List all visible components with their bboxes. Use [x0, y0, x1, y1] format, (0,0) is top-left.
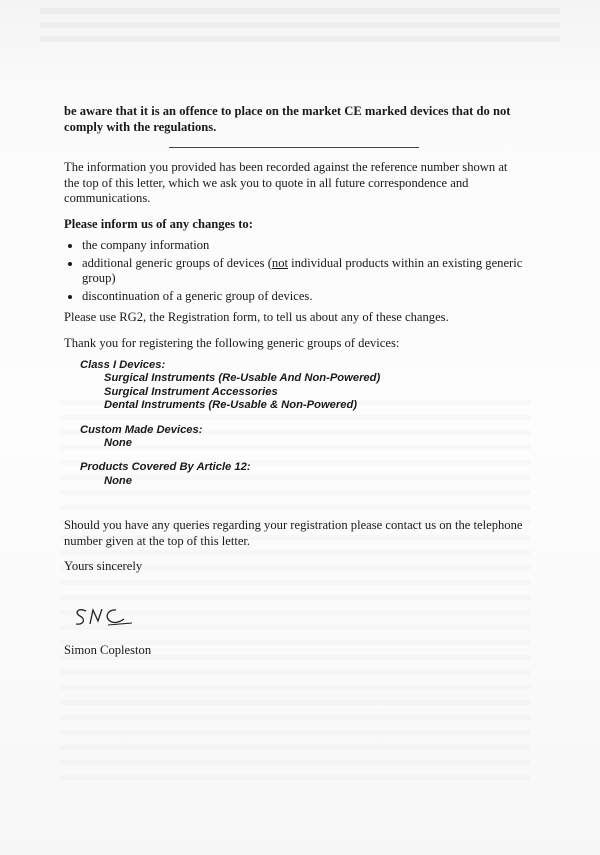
list-item: • the company information	[82, 238, 524, 254]
signature	[64, 597, 524, 633]
rg2-paragraph: Please use RG2, the Registration form, to tell us about any of these changes.	[64, 310, 449, 324]
warning-text: be aware that it is an offence to place on the market CE marked devices that do not comply with the regulations.	[64, 104, 511, 134]
device-group-article12	[80, 461, 524, 488]
group-title: Products Covered By Article 12:	[80, 461, 251, 474]
list-item: • discontinuation of a generic group of devices.	[82, 289, 524, 305]
queries-paragraph: Should you have any queries regarding your registration please contact us on the telephone number given at the top of this letter.	[64, 518, 523, 548]
device-item: Surgical Instruments (Re-Usable And Non-Powered)	[104, 372, 381, 385]
device-item: None	[104, 474, 132, 487]
group-title: Custom Made Devices:	[80, 423, 203, 436]
device-item: Surgical Instrument Accessories	[104, 385, 278, 398]
thanks-paragraph: Thank you for registering the following generic groups of devices:	[64, 335, 400, 350]
letter-body	[64, 104, 524, 658]
underlined-word: not	[271, 255, 288, 270]
device-group-class1	[80, 359, 524, 413]
changes-heading: Please inform us of any changes to:	[64, 216, 253, 231]
divider-line	[169, 147, 419, 148]
device-groups	[80, 359, 524, 488]
info-paragraph: The information you provided has been recorded against the reference number shown at the top of this letter, which we ask you to quote in all future correspondence and communications.	[64, 160, 508, 205]
signatory-name: Simon Copleston	[64, 642, 152, 657]
device-group-custom	[80, 424, 524, 451]
device-item: None	[104, 437, 132, 450]
show-through-texture	[40, 8, 560, 48]
list-item: • additional generic groups of devices (not individual products within an existing generic group)	[82, 256, 524, 287]
changes-list	[64, 238, 524, 304]
device-item: Dental Instruments (Re-Usable & Non-Powered)	[104, 399, 357, 412]
group-title: Class I Devices:	[80, 359, 166, 371]
closing-text: Yours sincerely	[64, 559, 143, 574]
signature-scribble	[64, 597, 144, 633]
